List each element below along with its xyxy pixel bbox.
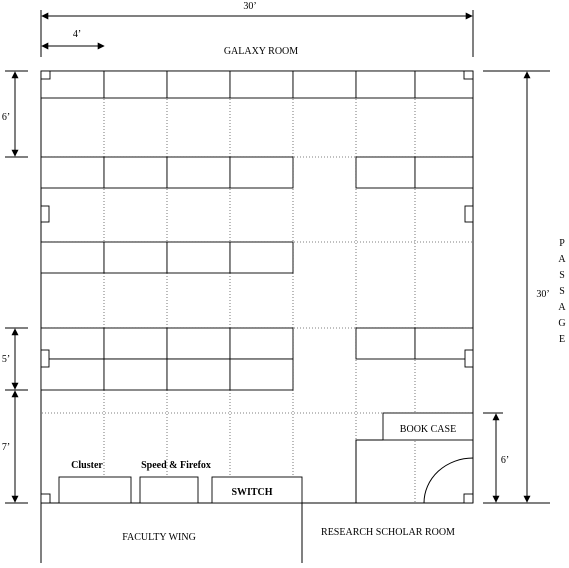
passage-letter: A xyxy=(558,302,566,313)
desk-row-1 xyxy=(41,71,473,98)
label-speed-firefox: Speed & Firefox xyxy=(141,460,211,471)
speed-firefox-table xyxy=(140,477,198,503)
label-research-scholar-room: RESEARCH SCHOLAR ROOM xyxy=(321,527,455,538)
dim-right-small: 6’ xyxy=(500,455,510,466)
label-switch: SWITCH xyxy=(231,487,273,498)
label-faculty-wing: FACULTY WING xyxy=(122,532,196,543)
passage-letter: G xyxy=(558,318,566,329)
passage-letter: P xyxy=(559,238,565,249)
desk-row-3 xyxy=(41,242,293,273)
label-galaxy-room: GALAXY ROOM xyxy=(223,46,299,57)
dim-left-bottom: 7’ xyxy=(1,442,11,453)
passage-letter: S xyxy=(559,286,565,297)
door-recess xyxy=(356,440,383,503)
desk-row-4 xyxy=(41,328,473,359)
dim-right-total: 30’ xyxy=(536,289,550,300)
passage-letter: S xyxy=(559,270,565,281)
desk-row-5 xyxy=(41,359,293,390)
dim-left-mid: 5’ xyxy=(1,354,11,365)
passage-letter: E xyxy=(558,334,566,345)
label-passage xyxy=(558,238,566,345)
dim-top-total: 30’ xyxy=(243,1,257,12)
label-book-case: BOOK CASE xyxy=(399,424,457,435)
passage-letter: A xyxy=(558,254,566,265)
dim-desk-width: 4’ xyxy=(72,29,82,40)
dim-left-top: 6’ xyxy=(1,112,11,123)
cluster-table xyxy=(59,477,131,503)
label-cluster: Cluster xyxy=(71,460,103,471)
desk-row-2 xyxy=(41,157,473,188)
